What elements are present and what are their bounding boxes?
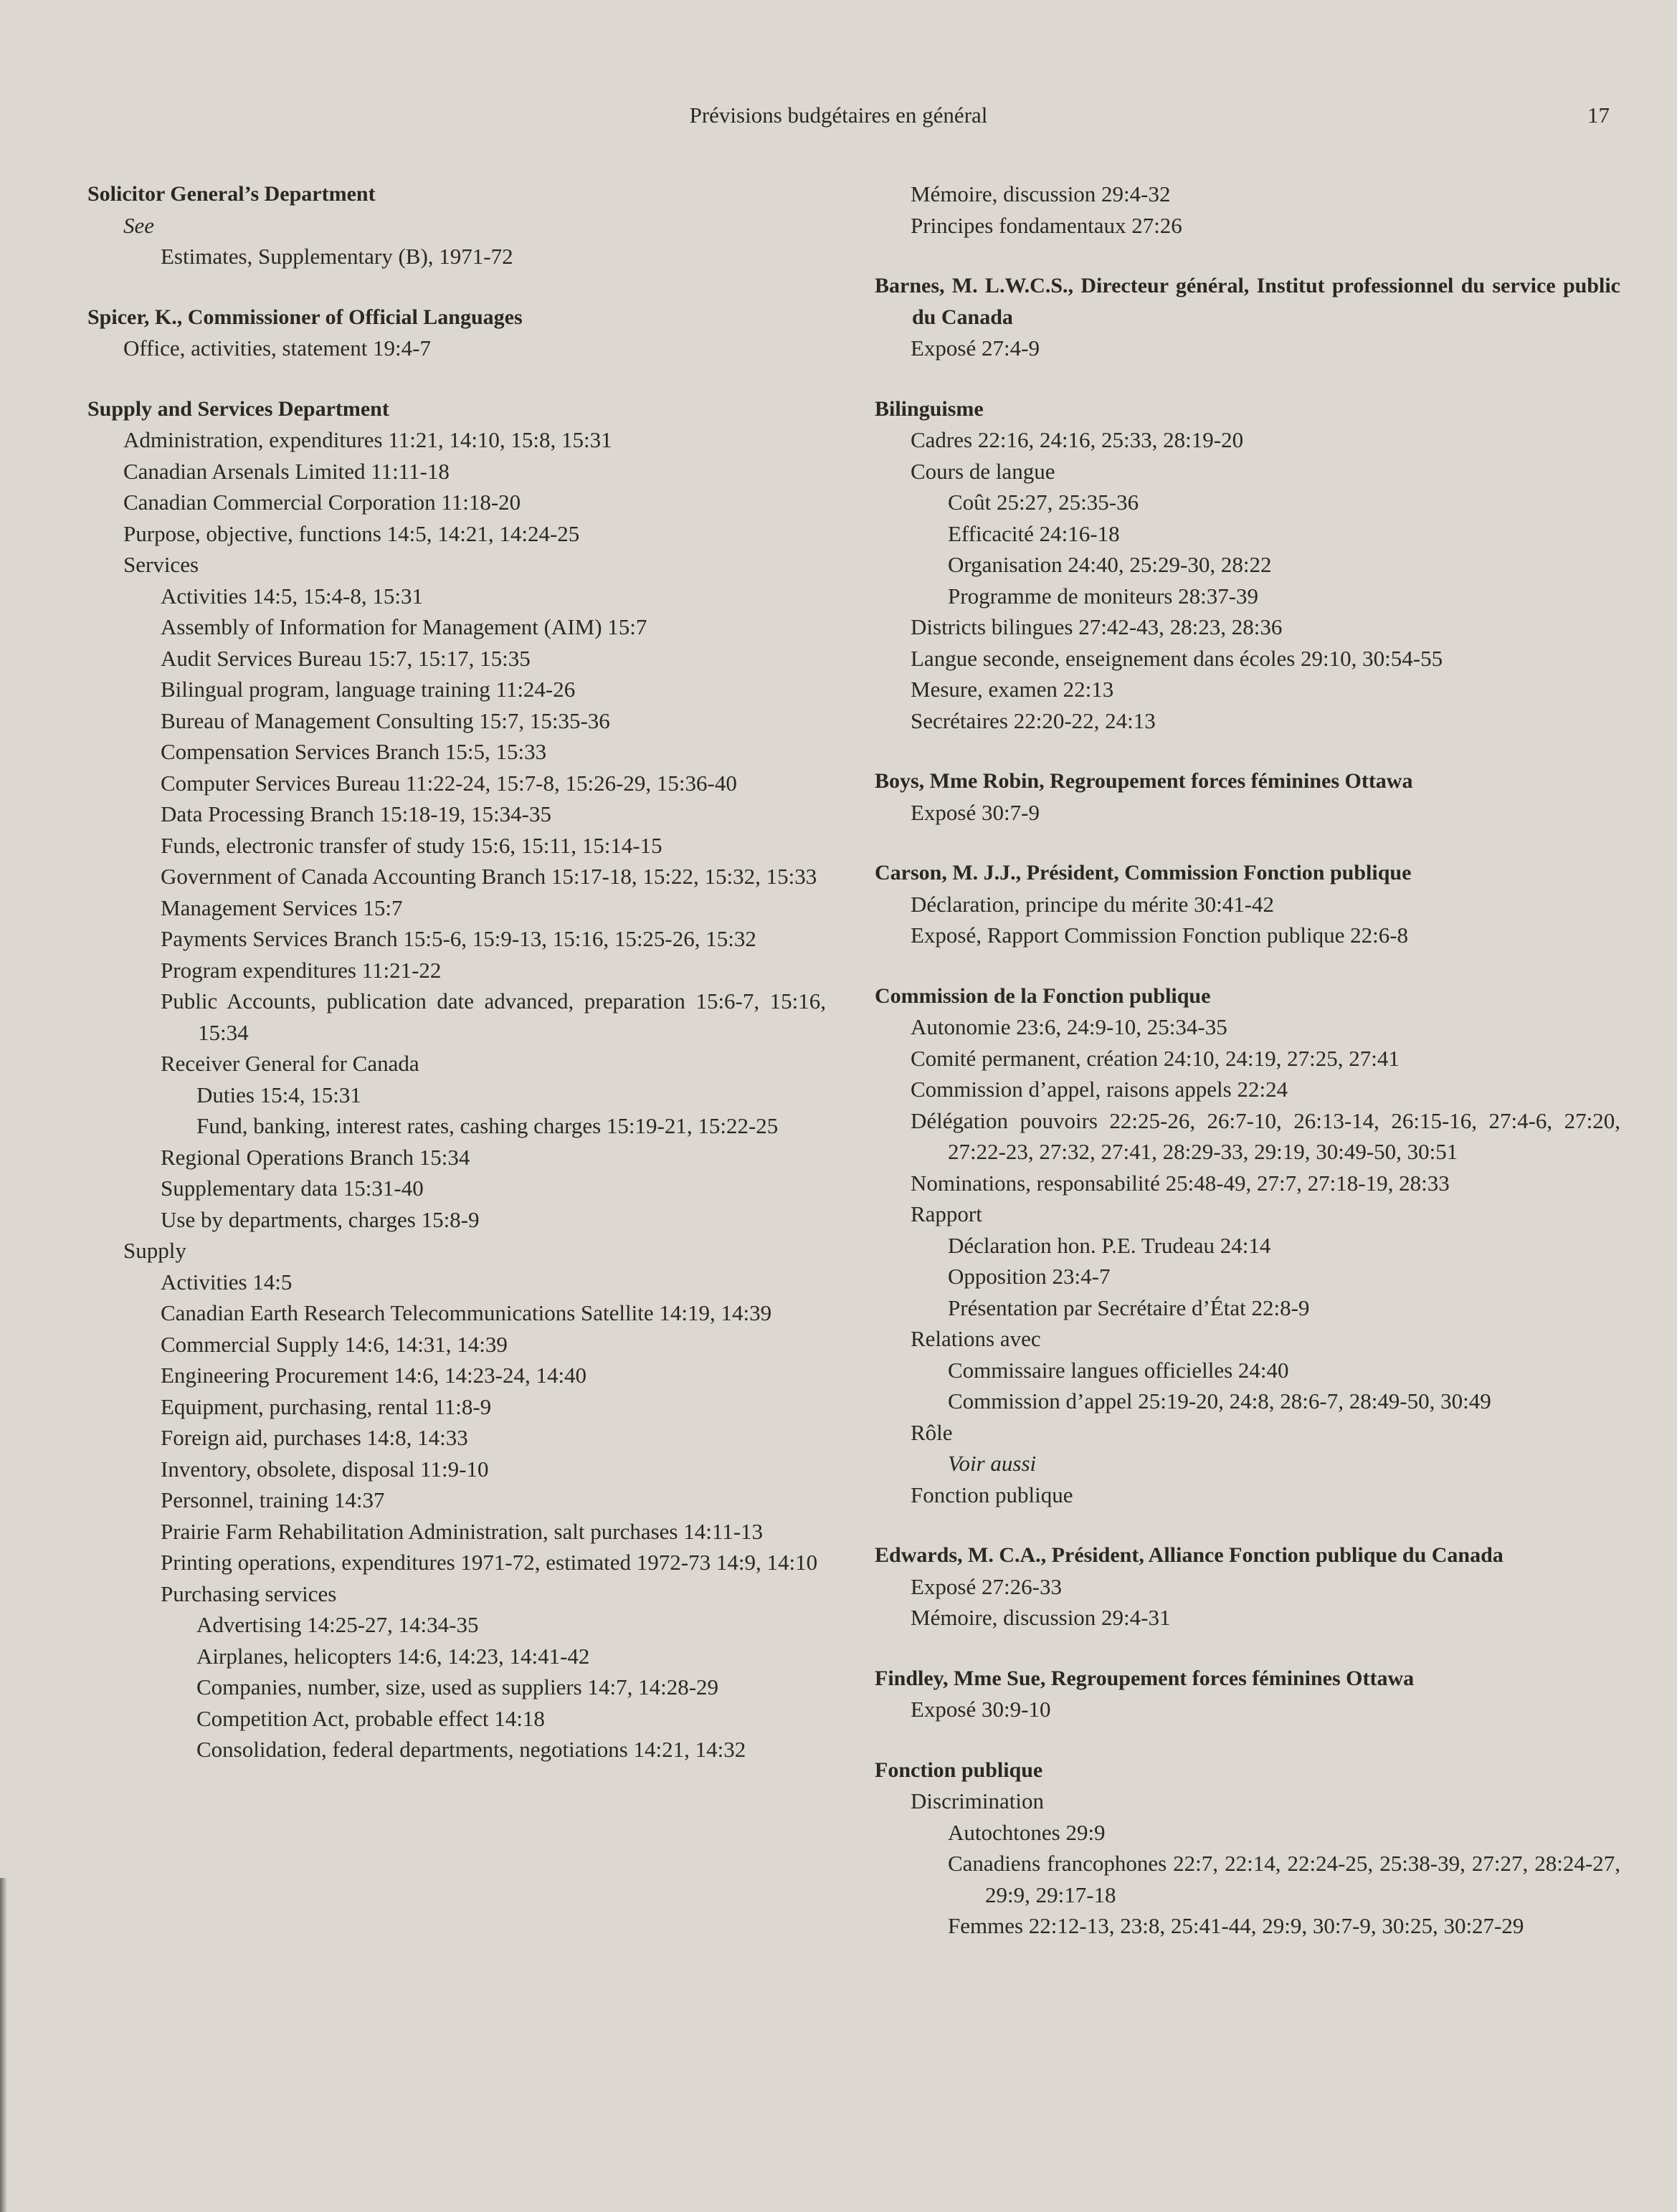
index-subentry: Cadres 22:16, 24:16, 25:33, 28:19-20 <box>911 427 1244 452</box>
index-entry <box>875 1755 1620 1942</box>
index-subentry: Fonction publique <box>911 1482 1073 1507</box>
index-subentry: Déclaration, principe du mérite 30:41-42 <box>911 891 1275 917</box>
index-subentry: Commission d’appel, raisons appels 22:24 <box>911 1077 1288 1102</box>
index-subentry: Printing operations, expenditures 1971-72, estimated 1972-73 14:9, 14:10 <box>161 1550 818 1575</box>
index-heading: Bilinguisme <box>875 396 984 421</box>
index-subentry: Canadian Earth Research Telecommunications Satellite 14:19, 14:39 <box>161 1300 772 1325</box>
index-subentry: Consolidation, federal departments, negotiations 14:21, 14:32 <box>196 1737 746 1762</box>
index-subentry: Competition Act, probable effect 14:18 <box>196 1705 545 1731</box>
index-subentry: Autonomie 23:6, 24:9-10, 25:34-35 <box>911 1014 1227 1039</box>
page-number: 17 <box>1587 103 1610 128</box>
index-subentry: Rapport <box>911 1201 982 1226</box>
index-subentry: Commission d’appel 25:19-20, 24:8, 28:6-7, 28:49-50, 30:49 <box>948 1388 1491 1414</box>
index-subentry: Inventory, obsolete, disposal 11:9-10 <box>161 1456 489 1482</box>
index-subentry: Funds, electronic transfer of study 15:6, 15:11, 15:14-15 <box>161 832 662 858</box>
index-subentry: Délégation pouvoirs 22:25-26, 26:7-10, 26:13-14, 26:15-16, 27:4-6, 27:20, 27:22-23, 27:32, 27:41, 28:29-33, 29:19, 30:49-50, 30:51 <box>911 1107 1620 1164</box>
index-subentry: Computer Services Bureau 11:22-24, 15:7-8, 15:26-29, 15:36-40 <box>161 770 737 796</box>
index-subentry: Receiver General for Canada <box>161 1051 419 1076</box>
index-subentry: Duties 15:4, 15:31 <box>196 1082 361 1107</box>
index-subentry: Autochtones 29:9 <box>948 1819 1106 1845</box>
index-heading: Carson, M. J.J., Président, Commission Fonction publique <box>875 861 1412 885</box>
index-subentry: Secrétaires 22:20-22, 24:13 <box>911 707 1156 733</box>
index-subentry: Payments Services Branch 15:5-6, 15:9-13, 15:16, 15:25-26, 15:32 <box>161 926 756 951</box>
index-heading: Solicitor General’s Department <box>87 182 376 206</box>
index-entry <box>875 178 1620 241</box>
index-subentry: Canadian Commercial Corporation 11:18-20 <box>123 490 521 515</box>
index-subentry: Office, activities, statement 19:4-7 <box>123 335 431 361</box>
index-entry <box>875 1663 1620 1725</box>
index-subentry: Relations avec <box>911 1326 1041 1351</box>
index-subentry: Administration, expenditures 11:21, 14:10, 15:8, 15:31 <box>123 427 612 452</box>
index-subentry: Estimates, Supplementary (B), 1971-72 <box>161 244 513 269</box>
index-subentry: Government of Canada Accounting Branch 15:17-18, 15:22, 15:32, 15:33 <box>161 864 817 889</box>
index-subentry: Advertising 14:25-27, 14:34-35 <box>196 1612 479 1637</box>
index-subentry: Activities 14:5, 15:4-8, 15:31 <box>161 583 423 609</box>
index-heading: Fonction publique <box>875 1758 1043 1782</box>
index-subentry: Mémoire, discussion 29:4-32 <box>911 181 1171 206</box>
index-entry <box>87 302 826 364</box>
index-subentry: Engineering Procurement 14:6, 14:23-24, 14:40 <box>161 1363 587 1388</box>
index-subentry: Mesure, examen 22:13 <box>911 677 1114 702</box>
index-subentry: Commercial Supply 14:6, 14:31, 14:39 <box>161 1331 508 1357</box>
index-subentry: Purpose, objective, functions 14:5, 14:21, 14:24-25 <box>123 520 580 546</box>
index-subentry: Canadian Arsenals Limited 11:11-18 <box>123 458 450 484</box>
index-heading: Edwards, M. C.A., Président, Alliance Fonction publique du Canada <box>875 1543 1503 1567</box>
index-subentry: Organisation 24:40, 25:29-30, 28:22 <box>948 552 1272 577</box>
index-subentry: Efficacité 24:16-18 <box>948 520 1120 546</box>
index-subentry: Cours de langue <box>911 458 1055 484</box>
index-subentry: Langue seconde, enseignement dans écoles 29:10, 30:54-55 <box>911 645 1443 671</box>
index-heading: Supply and Services Department <box>87 396 389 421</box>
index-subentry: Bureau of Management Consulting 15:7, 15:35-36 <box>161 707 610 733</box>
index-subentry: Femmes 22:12-13, 23:8, 25:41-44, 29:9, 30:7-9, 30:25, 30:27-29 <box>948 1913 1524 1938</box>
index-entry <box>875 270 1620 364</box>
index-heading: Findley, Mme Sue, Regroupement forces féminines Ottawa <box>875 1666 1415 1690</box>
index-subentry: Audit Services Bureau 15:7, 15:17, 15:35 <box>161 645 531 671</box>
index-subentry: Data Processing Branch 15:18-19, 15:34-35 <box>161 801 551 826</box>
index-subentry: Déclaration hon. P.E. Trudeau 24:14 <box>948 1232 1271 1258</box>
index-subentry: Purchasing services <box>161 1581 337 1606</box>
index-heading: Boys, Mme Robin, Regroupement forces féminines Ottawa <box>875 769 1413 793</box>
index-subentry: Opposition 23:4-7 <box>948 1264 1111 1289</box>
index-heading: Commission de la Fonction publique <box>875 983 1211 1008</box>
index-subentry: Personnel, training 14:37 <box>161 1487 385 1512</box>
index-entry <box>875 1540 1620 1634</box>
scan-edge-shadow <box>0 1878 7 2212</box>
index-entry <box>875 394 1620 737</box>
index-entry <box>875 766 1620 828</box>
index-subentry: Nominations, responsabilité 25:48-49, 27:7, 27:18-19, 28:33 <box>911 1170 1450 1196</box>
index-subentry: Exposé 27:4-9 <box>911 335 1040 361</box>
index-subentry: Foreign aid, purchases 14:8, 14:33 <box>161 1425 468 1450</box>
index-subentry: Mémoire, discussion 29:4-31 <box>911 1605 1171 1630</box>
index-subentry: Compensation Services Branch 15:5, 15:33 <box>161 739 547 764</box>
index-column-left <box>87 178 826 1795</box>
index-subentry: Exposé 30:7-9 <box>911 799 1040 825</box>
index-subentry: Airplanes, helicopters 14:6, 14:23, 14:41-42 <box>196 1643 590 1669</box>
index-entry <box>87 178 826 272</box>
index-column-right <box>875 178 1620 1971</box>
index-subentry: Public Accounts, publication date advanced, preparation 15:6-7, 15:16, 15:34 <box>161 988 826 1045</box>
index-entry <box>875 981 1620 1511</box>
index-subentry: Management Services 15:7 <box>161 895 403 920</box>
index-subentry: Exposé 30:9-10 <box>911 1697 1051 1722</box>
index-subentry: Equipment, purchasing, rental 11:8-9 <box>161 1393 492 1419</box>
index-subentry: Supply <box>123 1238 186 1263</box>
index-subentry: Districts bilingues 27:42-43, 28:23, 28:36 <box>911 614 1283 639</box>
index-subentry: Voir aussi <box>948 1451 1037 1476</box>
index-subentry: Coût 25:27, 25:35-36 <box>948 490 1139 515</box>
index-subentry: Comité permanent, création 24:10, 24:19, 27:25, 27:41 <box>911 1045 1400 1071</box>
index-subentry: Companies, number, size, used as suppliers 14:7, 14:28-29 <box>196 1674 719 1699</box>
index-subentry: Fund, banking, interest rates, cashing charges 15:19-21, 15:22-25 <box>196 1113 779 1138</box>
index-subentry: Supplementary data 15:31-40 <box>161 1176 424 1201</box>
index-subentry: Principes fondamentaux 27:26 <box>911 212 1182 238</box>
index-heading: Barnes, M. L.W.C.S., Directeur général, Institut professionnel du service public du Canada <box>875 274 1620 329</box>
index-heading: Spicer, K., Commissioner of Official Languages <box>87 305 523 329</box>
index-subentry: Use by departments, charges 15:8-9 <box>161 1206 480 1232</box>
index-subentry: Exposé 27:26-33 <box>911 1573 1062 1599</box>
index-subentry: Discrimination <box>911 1788 1044 1813</box>
index-subentry: Regional Operations Branch 15:34 <box>161 1144 470 1170</box>
index-subentry: Commissaire langues officielles 24:40 <box>948 1357 1289 1383</box>
index-subentry: See <box>123 212 155 238</box>
index-subentry: Canadiens francophones 22:7, 22:14, 22:24-25, 25:38-39, 27:27, 28:24-27, 29:9, 29:17-18 <box>948 1851 1620 1907</box>
index-subentry: Bilingual program, language training 11:24-26 <box>161 677 576 702</box>
index-subentry: Prairie Farm Rehabilitation Administration, salt purchases 14:11-13 <box>161 1518 764 1544</box>
index-subentry: Assembly of Information for Management (AIM) 15:7 <box>161 614 647 639</box>
index-subentry: Program expenditures 11:21-22 <box>161 957 442 983</box>
index-subentry: Programme de moniteurs 28:37-39 <box>948 583 1259 609</box>
index-subentry: Présentation par Secrétaire d’État 22:8-9 <box>948 1295 1310 1320</box>
index-subentry: Rôle <box>911 1419 953 1445</box>
index-entry <box>87 394 826 1765</box>
running-header-title: Prévisions budgétaires en général <box>689 103 988 128</box>
index-subentry: Activities 14:5 <box>161 1269 293 1295</box>
index-subentry: Exposé, Rapport Commission Fonction publique 22:6-8 <box>911 923 1409 948</box>
index-subentry: Services <box>123 552 199 577</box>
index-entry <box>875 857 1620 951</box>
